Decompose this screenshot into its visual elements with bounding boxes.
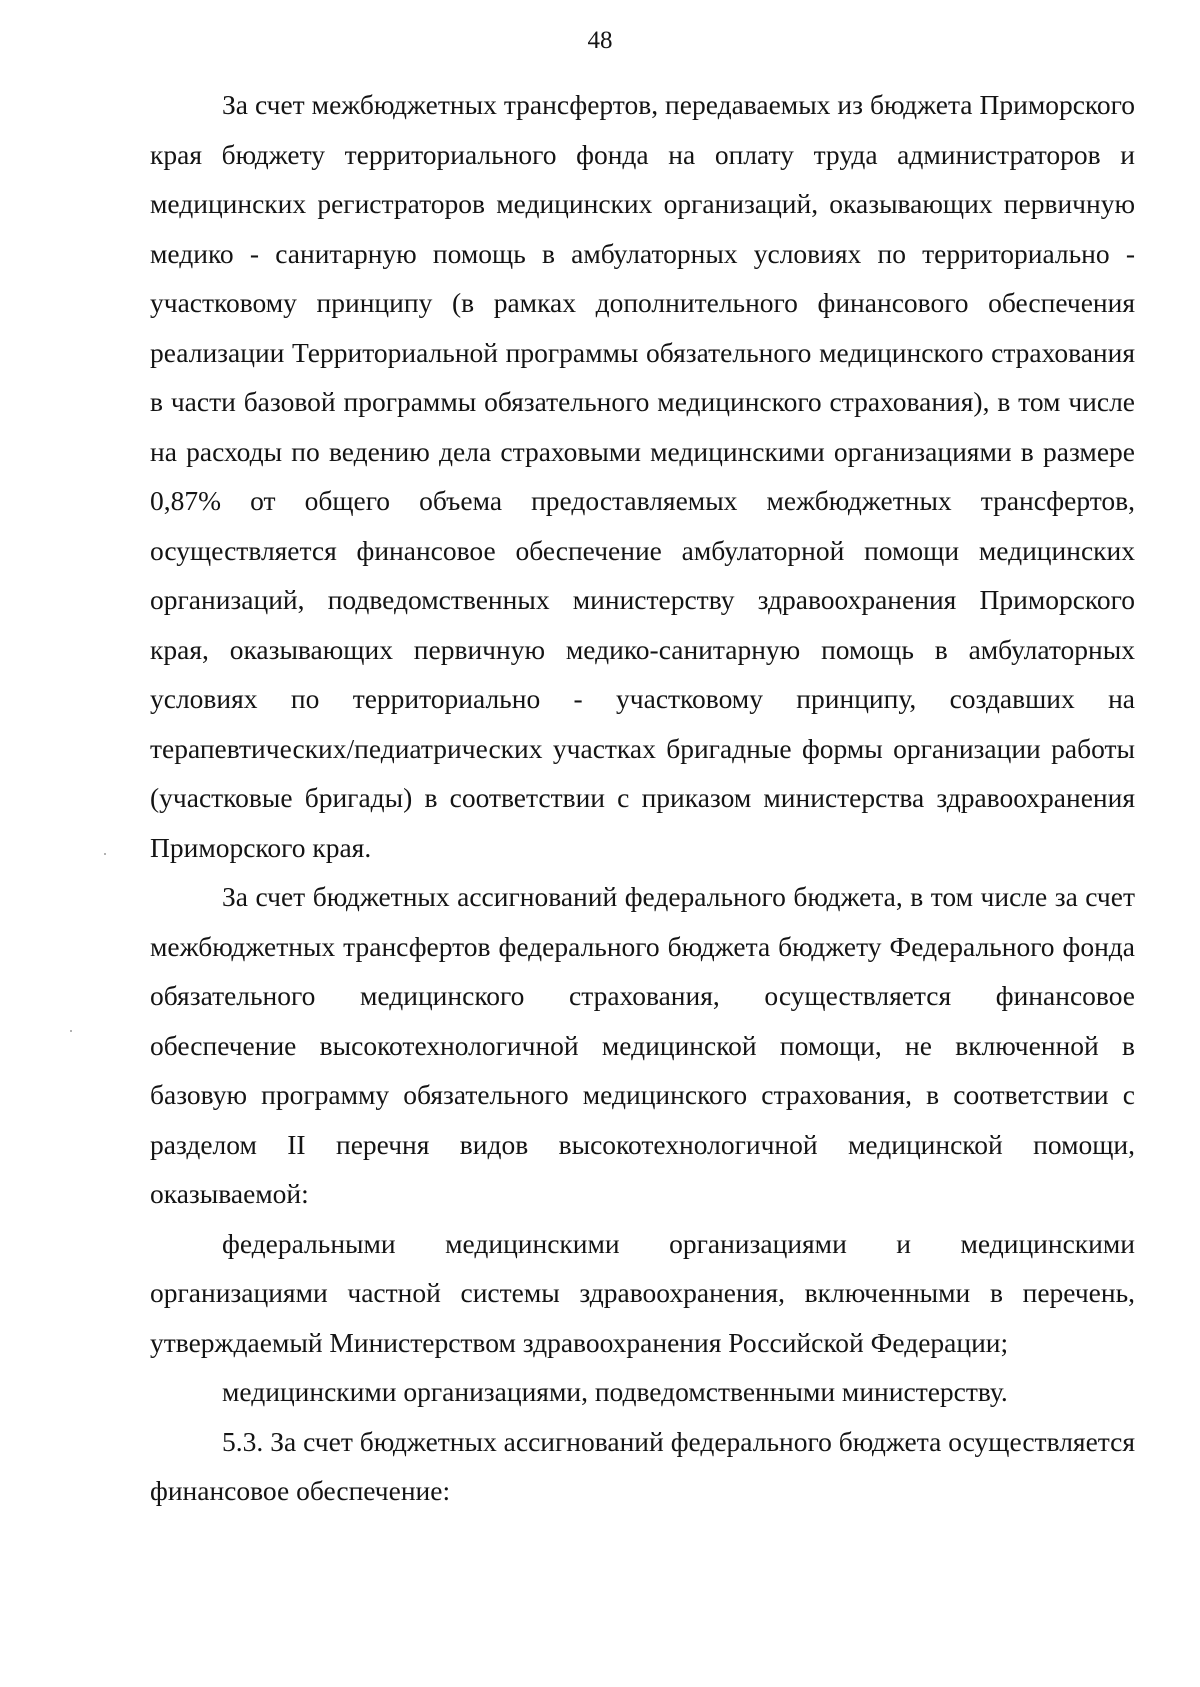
paragraph-federal-budget-hitech: За счет бюджетных ассигнований федерального бюджета, в том числе за счет межбюджетных трансфертов федерального бюджета бюджету Федерального фонда обязательного медицинского страхования, осуществляется финансовое обеспечение высокотехнологичной медицинской помощи, не включенной в базовую программу обязательного медицинского страхования, в соответствии с разделом II перечня видов высокотехнологичной медицинской помощи, оказываемой: [150, 881, 1135, 1209]
page-number: 48 [587, 27, 613, 54]
document-body [150, 80, 1135, 1516]
paragraph-interbudget-transfers: За счет межбюджетных трансфертов, передаваемых из бюджета Приморского края бюджету территориального фонда на оплату труда администраторов и медицинских регистраторов медицинских организаций, оказывающих первичную медико - санитарную помощь в амбулаторных условиях по территориально - участковому принципу (в рамках дополнительного финансового обеспечения реализации Территориальной программы обязательного медицинского страхования в части базовой программы обязательного медицинского страхования), в том числе на расходы по ведению дела страховыми медицинскими организациями в размере 0,87% от общего объема предоставляемых межбюджетных трансфертов, осуществляется финансовое обеспечение амбулаторной помощи медицинских организаций, подведомственных министерству здравоохранения Приморского края, оказывающих первичную медико-санитарную помощь в амбулаторных условиях по территориально - участковому принципу, создавших на терапевтических/педиатрических участках бригадные формы организации работы (участковые бригады) в соответствии с приказом министерства здравоохранения Приморского края. [150, 89, 1135, 863]
scan-speck-1 [104, 853, 106, 855]
paragraph-ministry-organizations: медицинскими организациями, подведомственными министерству. [222, 1376, 1008, 1407]
scan-speck-2 [70, 1030, 72, 1032]
paragraph-federal-organizations: федеральными медицинскими организациями и медицинскими организациями частной системы здравоохранения, включенными в перечень, утверждаемый Министерством здравоохранения Российской Федерации; [150, 1227, 1135, 1358]
paragraph-section-5-3: 5.3. За счет бюджетных ассигнований федерального бюджета осуществляется финансовое обеспечение: [150, 1425, 1135, 1506]
